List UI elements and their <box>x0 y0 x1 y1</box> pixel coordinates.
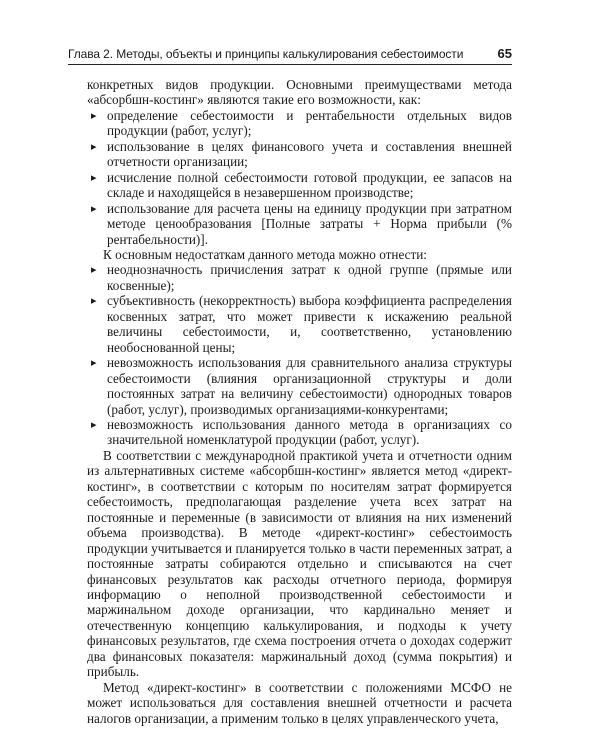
list-item: ▸ невозможность использования для сравнительного анализа структуры себестоимости (влияния организационной структуры и доли постоянных затрат на величину себестоимости) однородных товаров (работ, услуг), производимых организациями-конкурентами; <box>91 355 512 417</box>
list-item: ▸ использование в целях финансового учета и составления внешней отчетности организации; <box>91 138 512 170</box>
triangle-bullet-icon: ▸ <box>91 170 97 184</box>
running-header <box>68 44 512 66</box>
triangle-bullet-icon: ▸ <box>91 417 97 431</box>
triangle-bullet-icon: ▸ <box>91 108 97 122</box>
list-item: ▸ определение себестоимости и рентабельности отдельных видов продукции (работ, услуг); <box>91 107 512 139</box>
msfo-paragraph: Метод «директ-костинг» в соответствии с положениями МСФО не может использоваться для составления внешней отчетности и расчета налогов организации, а применим только в целях управленческого учета, <box>87 679 512 726</box>
triangle-bullet-icon: ▸ <box>91 356 97 370</box>
triangle-bullet-icon: ▸ <box>91 263 97 277</box>
triangle-bullet-icon: ▸ <box>91 139 97 153</box>
disadvantages-intro: К основным недостаткам данного метода можно отнести: <box>103 246 427 262</box>
header-rule <box>68 64 512 65</box>
chapter-title: Глава 2. Методы, объекты и принципы калькулирования себестоимости <box>68 47 464 61</box>
list-item: ▸ использование для расчета цены на единицу продукции при затратном методе ценообразования [Полные затраты + Норма прибыли (% рентабельности)]. <box>91 200 512 247</box>
list-item: ▸ исчисление полной себестоимости готовой продукции, ее запасов на складе и находящейся в незавершенном производстве; <box>91 169 512 201</box>
triangle-bullet-icon: ▸ <box>91 294 97 308</box>
list-item: ▸ невозможность использования данного метода в организациях со значительной номенклатурой продукции (работ, услуг). <box>91 416 512 448</box>
page-number: 65 <box>497 46 512 61</box>
intro-paragraph: конкретных видов продукции. Основными преимуществами метода «абсорбшн-костинг» являются такие его возможности, как: <box>87 77 512 108</box>
list-item: ▸ неоднозначность причисления затрат к одной группе (прямые или косвенные); <box>91 262 512 293</box>
body-text <box>87 77 512 726</box>
advantages-list <box>87 108 512 247</box>
list-item: ▸ субъективность (некорректность) выбора коэффициента распределения косвенных затрат, что может привести к искажению реальной величины себестоимости, и, соответственно, установлению необоснованной цены; <box>91 293 512 355</box>
triangle-bullet-icon: ▸ <box>91 201 97 215</box>
disadvantages-list <box>87 262 512 447</box>
direct-costing-paragraph: В соответствии с международной практикой учета и отчетности одним из альтернативных системе «абсорбшн-костинг» является метод «директ-костинг», в соответствии с которым по носителям затрат формируется себестоимость, предполагающая разделение учета всех затрат на постоянные и переменные (в зависимости от влияния на них изменений объема производства). В методе «директ-костинг» себестоимость продукции учитывается и планируется только в части переменных затрат, а постоянные затраты собираются отдельно и списываются на счет финансовых результатов как расходы отчетного периода, формируя информацию о неполной производственной себестоимости и маржинальном доходе организации, что кардинально меняет и отечественную концепцию калькулирования, и подходы к учету финансовых результатов, где схема построения отчета о доходах содержит два финансовых показателя: маржинальный доход (сумма покрытия) и прибыль. <box>87 447 512 680</box>
